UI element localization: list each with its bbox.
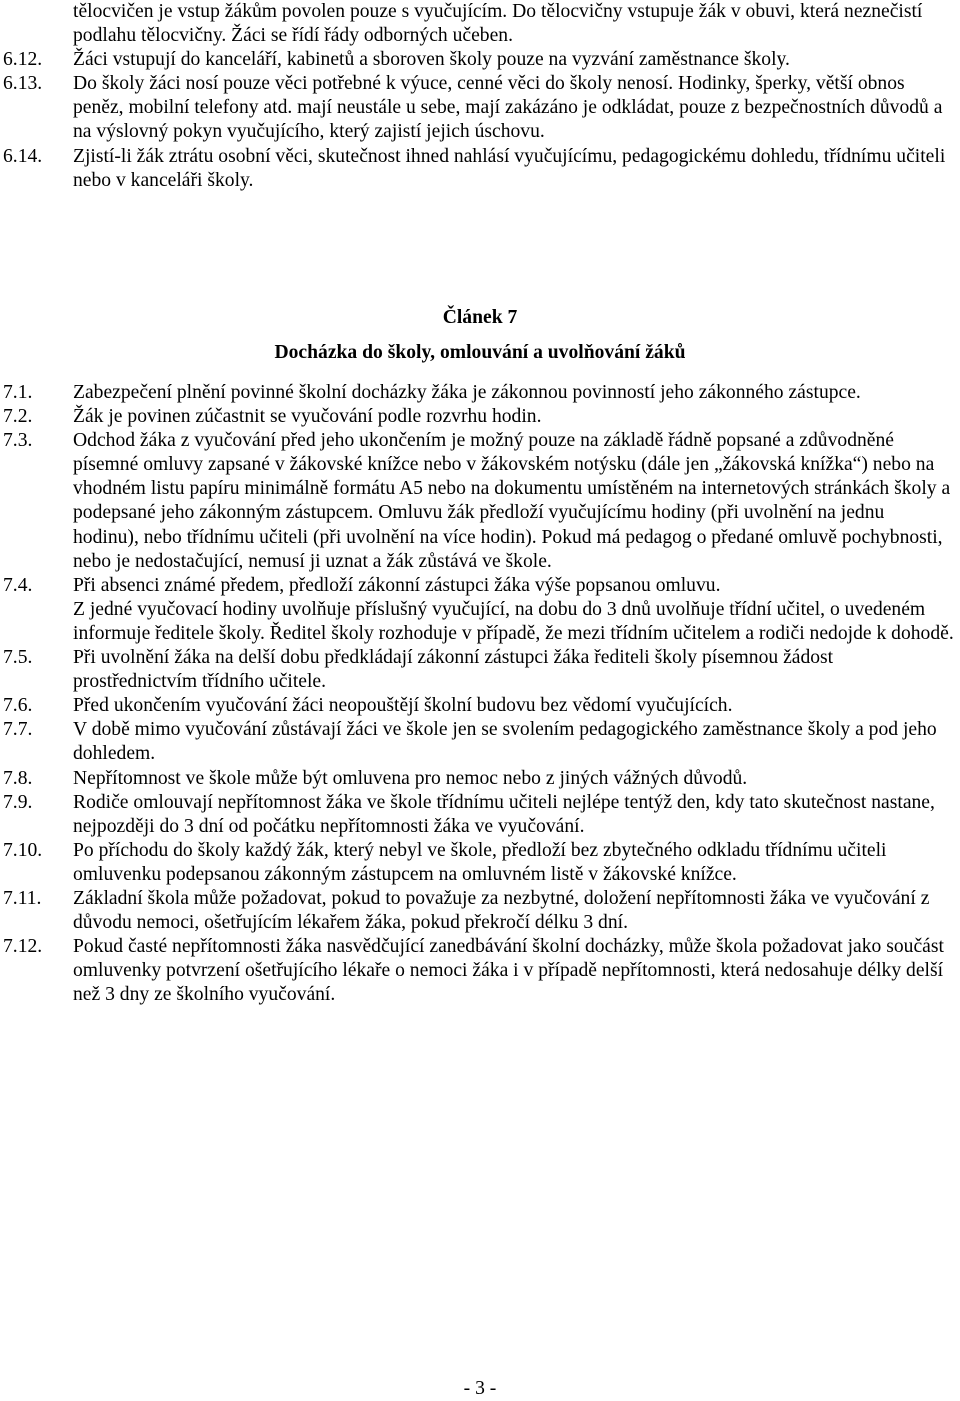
list-item bbox=[0, 145, 954, 193]
list-item bbox=[0, 381, 954, 405]
item-text: Při uvolnění žáka na delší dobu předkládají zákonní zástupci žáka řediteli školy písemnou žádost prostřednictvím třídního učitele. bbox=[73, 647, 834, 693]
item-text: Žák je povinen zúčastnit se vyučování podle rozvrhu hodin. bbox=[73, 406, 542, 428]
list-item bbox=[0, 694, 954, 718]
item-text: Základní škola může požadovat, pokud to považuje za nezbytné, doložení nepřítomnosti žáka ve vyučování z důvodu nemoci, ošetřujícím lékařem žáka, pokud překročí délku 3 dní. bbox=[73, 887, 930, 934]
item-number: 7.11. bbox=[3, 887, 42, 909]
item-number: 7.1. bbox=[3, 382, 33, 403]
page-number: - 3 - bbox=[463, 1378, 497, 1399]
article-heading-block bbox=[0, 306, 960, 365]
item-text: Odchod žáka z vyučování před jeho ukončením je možný pouze na základě řádně popsané a zdůvodněné písemné omluvy zapsané v žákovské knížce nebo v žákovském notýsku (dále jen „žákovská knížka“) nebo na vhodném listu papíru minimálně formátu A5 nebo na dokumentu umístěném na internetových stránkách školy a podepsané jeho zákonným zástupcem. Omluvu žák předloží vyučujícímu hodiny (při uvolnění na jednu hodinu), nebo třídnímu učiteli (při uvolnění na více hodin). Pokud má pedagog o předané omluvě pochybnosti, nebo je nedostačující, nemusí ji uznat a žák zůstává ve škole. bbox=[73, 430, 951, 572]
list-item bbox=[0, 48, 954, 72]
item-number: 7.3. bbox=[3, 430, 33, 452]
item-number: 7.9. bbox=[3, 791, 33, 813]
section-article-6-continuation bbox=[0, 0, 960, 193]
item-text: Žáci vstupují do kanceláří, kabinetů a sboroven školy pouze na vyzvání zaměstnance školy. bbox=[73, 49, 790, 71]
item-number: 6.14. bbox=[3, 145, 43, 167]
item-text: Rodiče omlouvají nepřítomnost žáka ve škole třídnímu učiteli nejlépe tentýž den, kdy tato skutečnost nastane, nejpozději do 3 dní od počátku nepřítomnosti žáka ve vyučování. bbox=[73, 791, 935, 837]
item-number: 7.5. bbox=[3, 647, 33, 669]
item-text: Při absenci známé předem, předloží zákonní zástupci žáka výše popsanou omluvu. bbox=[73, 574, 721, 596]
list-item bbox=[0, 839, 954, 887]
item-text: Nepřítomnost ve škole může být omluvena pro nemoc nebo z jiných vážných důvodů. bbox=[73, 767, 748, 789]
list-item bbox=[0, 791, 954, 839]
list-item bbox=[0, 405, 954, 429]
item-text: Do školy žáci nosí pouze věci potřebné k výuce, cenné věci do školy nenosí. Hodinky, šperky, větší obnos peněz, mobilní telefony atd. mají neustále u sebe, mají zakázáno je odkládat, pouze z bezpečnostních důvodů a na výslovný pokyn vyučujícího, který zajistí jejich úschovu. bbox=[73, 73, 943, 143]
list-item bbox=[0, 598, 954, 646]
item-text: Před ukončením vyučování žáci neopouštějí školní budovu bez vědomí vyučujících. bbox=[73, 695, 733, 717]
item-number: 6.13. bbox=[3, 73, 43, 95]
item-text: tělocvičen je vstup žákům povolen pouze s vyučujícím. Do tělocvičny vstupuje žák v obuvi, která neznečistí podlahu tělocvičny. Žáci se řídí řády odborných učeben. bbox=[73, 1, 923, 47]
list-item bbox=[0, 718, 954, 766]
article-title-heading: Docházka do školy, omlouvání a uvolňování žáků bbox=[274, 342, 686, 363]
list-item bbox=[0, 0, 954, 48]
item-text: V době mimo vyučování zůstávají žáci ve škole jen se svolením pedagogického zaměstnance školy a pod jeho dohledem. bbox=[73, 719, 937, 765]
list-item bbox=[0, 646, 954, 694]
item-number: 7.12. bbox=[3, 936, 43, 958]
list-item bbox=[0, 935, 954, 1007]
article-number-heading: Článek 7 bbox=[442, 307, 518, 328]
section-article-7 bbox=[0, 381, 960, 1007]
item-number: 7.10. bbox=[3, 839, 43, 861]
item-number: 7.7. bbox=[3, 719, 33, 741]
list-item bbox=[0, 887, 954, 935]
list-item bbox=[0, 72, 954, 144]
item-number: 6.12. bbox=[3, 49, 43, 71]
item-text: Zabezpečení plnění povinné školní docházky žáka je zákonnou povinností jeho zákonného zástupce. bbox=[73, 382, 861, 403]
item-number: 7.2. bbox=[3, 406, 33, 428]
item-text: Pokud časté nepřítomnosti žáka nasvědčující zanedbávání školní docházky, může škola požadovat jako součást omluvenky potvrzení ošetřujícího lékaře o nemoci žáka i v případě nepřítomnosti, která nedosahuje délky delší než 3 dny ze školního vyučování. bbox=[73, 936, 944, 1006]
item-text: Po příchodu do školy každý žák, který nebyl ve škole, předloží bez zbytečného odkladu třídnímu učiteli omluvenku podepsanou zákonným zástupcem na omluvném listě v žákovské knížce. bbox=[73, 839, 887, 885]
item-number: 7.4. bbox=[3, 574, 33, 596]
list-item bbox=[0, 429, 954, 574]
item-text: Z jedné vyučovací hodiny uvolňuje příslušný vyučující, na dobu do 3 dnů uvolňuje třídní učitel, o uvedeném informuje ředitele školy. Ředitel školy rozhoduje v případě, že mezi třídním učitelem a rodiči nedojde k dohodě. bbox=[73, 598, 954, 644]
item-number: 7.6. bbox=[3, 695, 33, 717]
list-item bbox=[0, 574, 954, 598]
item-number: 7.8. bbox=[3, 767, 33, 789]
item-text: Zjistí-li žák ztrátu osobní věci, skutečnost ihned nahlásí vyučujícímu, pedagogickému dohledu, třídnímu učiteli nebo v kanceláři školy. bbox=[73, 145, 946, 191]
list-item bbox=[0, 767, 954, 791]
